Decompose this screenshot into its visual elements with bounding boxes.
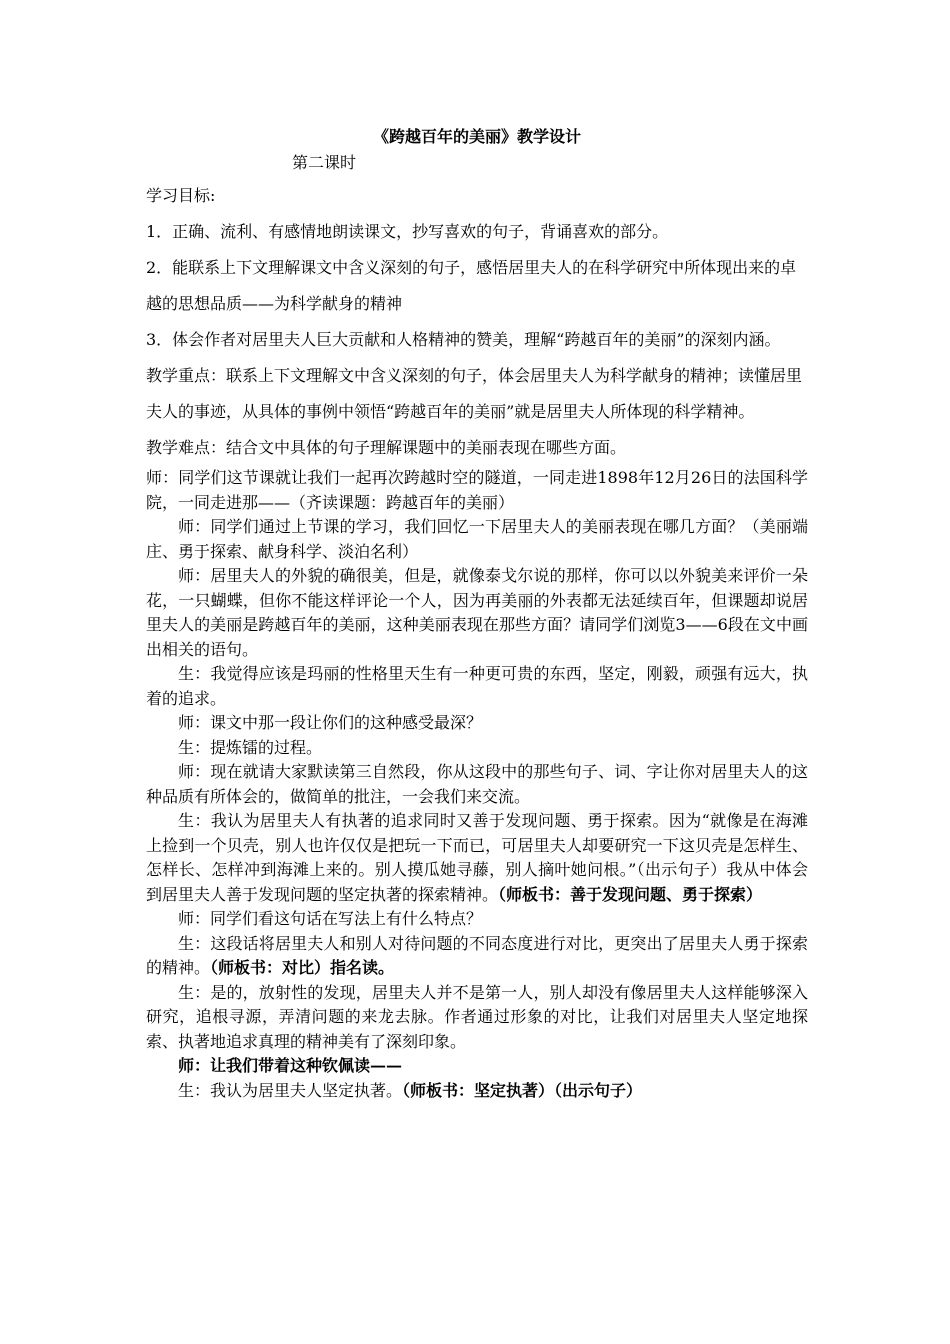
paragraph-8 bbox=[146, 809, 808, 907]
board-note-3: （师板书：坚定执著）（出示句子） bbox=[402, 1080, 643, 1100]
document-title: 《跨越百年的美丽》教学设计 bbox=[372, 127, 581, 146]
board-note-2: （师板书：对比）指名读。 bbox=[210, 958, 395, 977]
paragraph-10 bbox=[146, 932, 808, 981]
paragraph-13-text: 生：我认为居里夫人坚定执著。 bbox=[178, 1080, 403, 1100]
paragraph-2: 师：同学们通过上节课的学习，我们回忆一下居里夫人的美丽表现在哪几方面？（美丽端庄、勇于探索、献身科学、淡泊名利） bbox=[146, 517, 808, 561]
goal-item-3: 3．体会作者对居里夫人巨大贡献和人格精神的赞美，理解“跨越百年的美丽”的深刻内涵。 bbox=[146, 330, 781, 349]
goal-item-1: 1．正确、流利、有感情地朗读课文，抄写喜欢的句子，背诵喜欢的部分。 bbox=[146, 222, 669, 241]
paragraph-1: 师：同学们这节课就让我们一起再次跨越时空的隧道，一同走进1898年12月26日的法国科学院，一同走进那——（齐读课题：跨越百年的美丽） bbox=[146, 468, 808, 512]
goals-heading: 学习目标: bbox=[146, 186, 216, 205]
paragraph-13 bbox=[146, 1079, 808, 1104]
paragraph-4: 生：我觉得应该是玛丽的性格里天生有一种更可贵的东西，坚定，刚毅，顽强有远大，执着的追求。 bbox=[146, 664, 808, 708]
paragraph-9: 师：同学们看这句话在写法上有什么特点？ bbox=[178, 909, 483, 928]
paragraph-7: 师：现在就请大家默读第三自然段，你从这段中的那些句子、词、字让你对居里夫人的这种品质有所体会的，做简单的批注，一会我们来交流。 bbox=[146, 762, 808, 806]
paragraph-5: 师：课文中那一段让你们的这种感受最深？ bbox=[178, 713, 483, 732]
paragraph-12 bbox=[146, 1054, 808, 1079]
paragraph-3: 师：居里夫人的外貌的确很美，但是，就像泰戈尔说的那样，你可以以外貌美来评价一朵花，一只蝴蝶，但你不能这样评论一个人，因为再美丽的外表都无法延续百年，但课题却说居里夫人的美丽是跨越百年的美丽，这种美丽表现在那些方面？请同学们浏览3——6段在文中画出相关的语句。 bbox=[146, 566, 808, 659]
document-subtitle: 第二课时 bbox=[292, 153, 357, 172]
difficulty: 教学难点：结合文中具体的句子理解课题中的美丽表现在哪些方面。 bbox=[146, 438, 627, 457]
paragraph-10-text: 生：这段话将居里夫人和别人对待问题的不同态度进行对比，更突出了居里夫人勇于探索的精神。 bbox=[146, 933, 808, 977]
document-page bbox=[146, 118, 808, 1103]
goal-item-2: 2．能联系上下文理解课文中含义深刻的句子，感悟居里夫人的在科学研究中所体现出来的卓越的思想品质——为科学献身的精神 bbox=[146, 258, 797, 313]
paragraph-6: 生：提炼镭的过程。 bbox=[178, 737, 323, 757]
board-note-1: （师板书：善于发现问题、勇于探索） bbox=[498, 884, 763, 904]
paragraph-11: 生：是的，放射性的发现，居里夫人并不是第一人，别人却没有像居里夫人这样能够深入研究，追根寻源，弄清问题的来龙去脉。作者通过形象的对比，让我们对居里夫人坚定地探索、执著地追求真理的精神美有了深刻印象。 bbox=[146, 982, 808, 1051]
teacher-prompt: 师：让我们带着这种钦佩读—— bbox=[178, 1056, 403, 1075]
paragraph-8-text: 生：我认为居里夫人有执著的追求同时又善于发现问题、勇于探索。因为“就像是在海滩上捡到一个贝壳，别人也许仅仅是把玩一下而已，可居里夫人却要研究一下这贝壳是怎样生、怎样长、怎样冲到海滩上来的。别人摸瓜她寻藤，别人摘叶她问根。”（出示句子）我从中体会到居里夫人善于发现问题的坚定执著的探索精神。 bbox=[146, 811, 808, 904]
key-point: 教学重点：联系上下文理解文中含义深刻的句子，体会居里夫人为科学献身的精神；读懂居里夫人的事迹，从具体的事例中领悟“跨越百年的美丽”就是居里夫人所体现的科学精神。 bbox=[146, 366, 803, 421]
